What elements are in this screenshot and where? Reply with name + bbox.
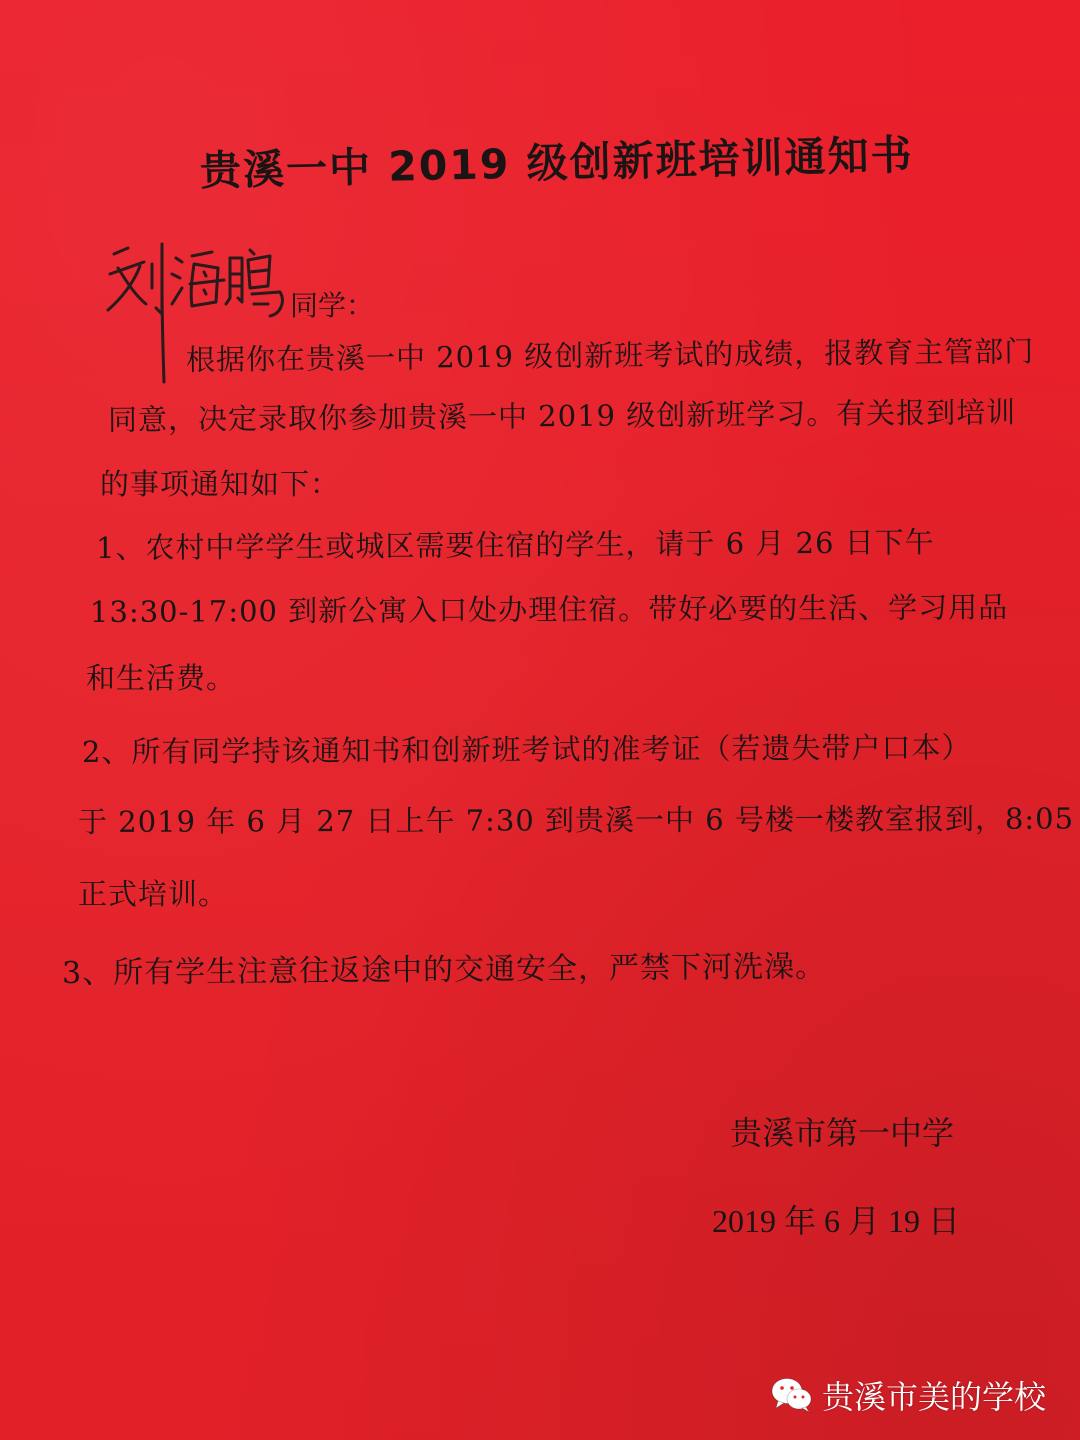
body-line-5: 13:30-17:00 到新公寓入口处办理住宿。带好必要的生活、学习用品 [89,590,1009,629]
watermark [770,1372,1046,1418]
document-title: 贵溪一中 2019 级创新班培训通知书 [199,130,915,195]
body-line-10: 3、所有学生注意往返途中的交通安全，严禁下河洗澡。 [61,949,827,991]
wechat-icon [770,1375,814,1415]
body-line-3: 的事项通知如下： [100,467,341,501]
salutation: 同学： [290,289,375,322]
body-line-7: 2、所有同学持该通知书和创新班考试的准考证（若遗失带户口本） [81,730,972,769]
body-line-4: 1、农村中学学生或城区需要住宿的学生，请于 6 月 26 日下午 [95,525,935,565]
body-line-6: 和生活费。 [86,661,237,695]
body-line-8: 于 2019 年 6 月 27 日上午 7:30 到贵溪一中 6 号楼一楼教室报到，8:05 [77,801,1075,839]
body-line-2: 同意，决定录取你参加贵溪一中 2019 级创新班学习。有关报到培训 [107,395,1017,437]
signoff-date: 2019 年 6 月 19 日 [712,1203,961,1239]
body-line-1: 根据你在贵溪一中 2019 级创新班考试的成绩，报教育主管部门 [185,334,1035,377]
watermark-text: 贵溪市美的学校 [821,1378,1046,1416]
signoff-organization: 贵溪市第一中学 [730,1115,955,1151]
body-line-9: 正式培训。 [78,877,229,911]
